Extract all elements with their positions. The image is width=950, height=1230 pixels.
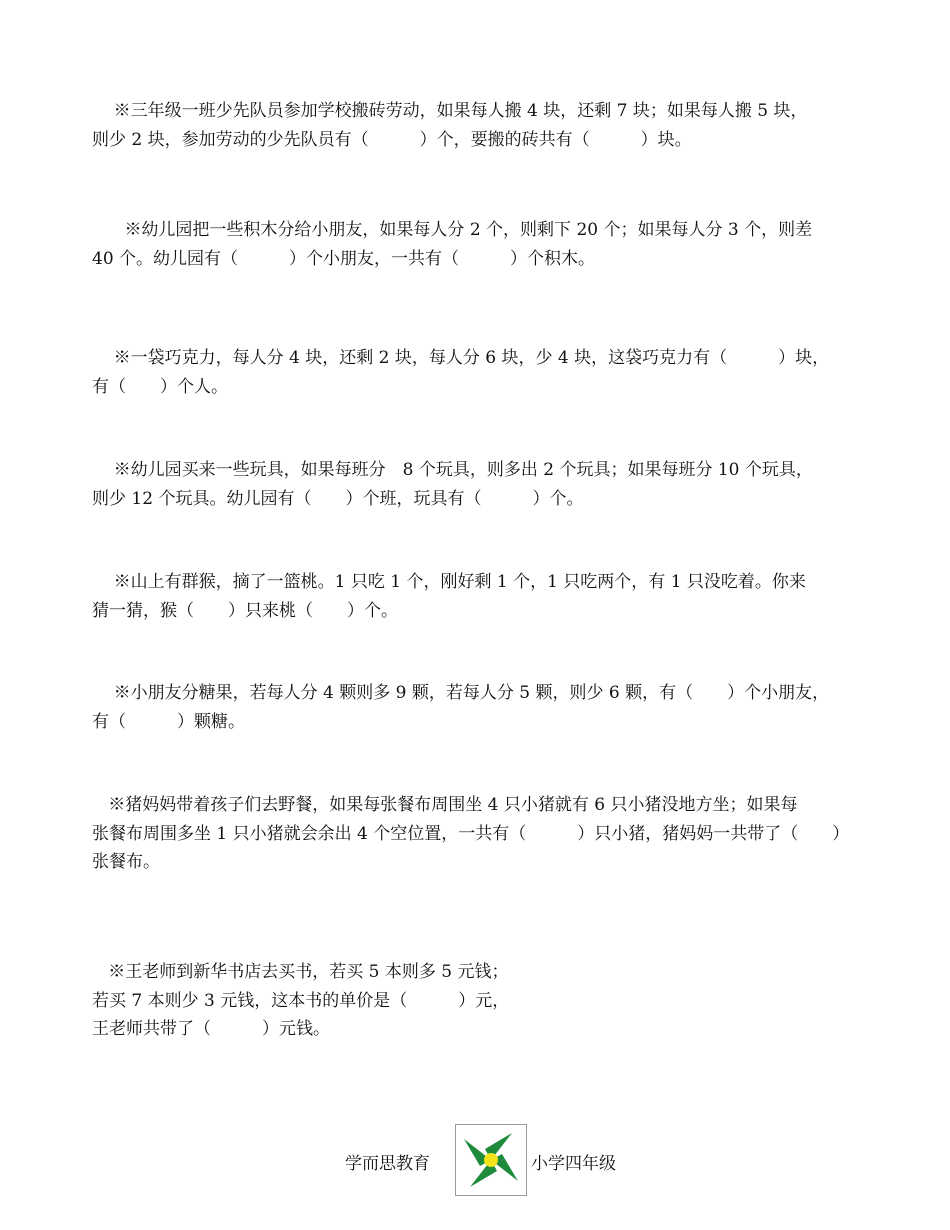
problem-8-line-2: 若买 7 本则少 3 元钱，这本书的单价是（ ）元， <box>92 990 510 1011</box>
problem-1-line-2: 则少 2 块，参加劳动的少先队员有（ ）个，要搬的砖共有（ ）块。 <box>92 129 692 150</box>
problem-7-line-1: ※猪妈妈带着孩子们去野餐，如果每张餐布周围坐 4 只小猪就有 6 只小猪没地方坐；如果每 <box>92 795 798 815</box>
problem-3-line-2: 有（ ）个人。 <box>92 376 228 397</box>
problem-7 <box>92 791 860 877</box>
page-footer <box>0 1124 950 1196</box>
problem-8-line-3: 王老师共带了（ ）元钱。 <box>92 1019 330 1039</box>
problem-5-line-1: ※山上有群猴，摘了一篮桃。1 只吃 1 个，刚好剩 1 个，1 只吃两个，有 1 只没吃着。你来 <box>92 572 806 592</box>
problem-2 <box>92 216 860 273</box>
pinwheel-logo-svg <box>456 1125 526 1195</box>
problem-3-line-1: ※一袋巧克力，每人分 4 块，还剩 2 块，每人分 6 块，少 4 块，这袋巧克力有（ ）块， <box>92 348 830 368</box>
problem-7-line-3: 张餐布。 <box>92 852 160 872</box>
logo-center-dot <box>484 1153 498 1167</box>
problem-4-line-1: ※幼儿园买来一些玩具，如果每班分 8 个玩具，则多出 2 个玩具；如果每班分 10 个玩具， <box>92 460 813 480</box>
problem-8-line-1: ※王老师到新华书店去买书，若买 5 本则多 5 元钱； <box>92 962 509 982</box>
problem-1-line-1: ※三年级一班少先队员参加学校搬砖劳动，如果每人搬 4 块，还剩 7 块；如果每人搬 5 块， <box>92 101 808 121</box>
problem-4 <box>92 456 860 513</box>
problem-8 <box>92 958 860 1044</box>
problem-2-line-2: 40 个。幼儿园有（ ）个小朋友，一共有（ ）个积木。 <box>92 248 596 269</box>
problem-4-line-2: 则少 12 个玩具。幼儿园有（ ）个班，玩具有（ ）个。 <box>92 488 584 509</box>
footer-brand-text: 学而思教育 <box>345 1154 430 1174</box>
problem-5 <box>92 568 860 625</box>
problem-6-line-1: ※小朋友分糖果，若每人分 4 颗则多 9 颗，若每人分 5 颗，则少 6 颗，有（ ）个小朋友， <box>92 683 830 703</box>
problem-1 <box>92 97 860 154</box>
problem-3 <box>92 344 860 401</box>
problem-7-line-2: 张餐布周围多坐 1 只小猪就会余出 4 个空位置，一共有（ ）只小猪，猪妈妈一共带了（ ） <box>92 823 850 844</box>
problem-6 <box>92 679 860 736</box>
footer-grade-text: 小学四年级 <box>531 1154 616 1174</box>
problem-5-line-2: 猜一猜，猴（ ）只来桃（ ）个。 <box>92 600 398 621</box>
pinwheel-logo-icon <box>455 1124 527 1196</box>
problem-6-line-2: 有（ ）颗糖。 <box>92 711 245 732</box>
problem-2-line-1: ※幼儿园把一些积木分给小朋友，如果每人分 2 个，则剩下 20 个；如果每人分 3 个，则差 <box>92 220 813 240</box>
